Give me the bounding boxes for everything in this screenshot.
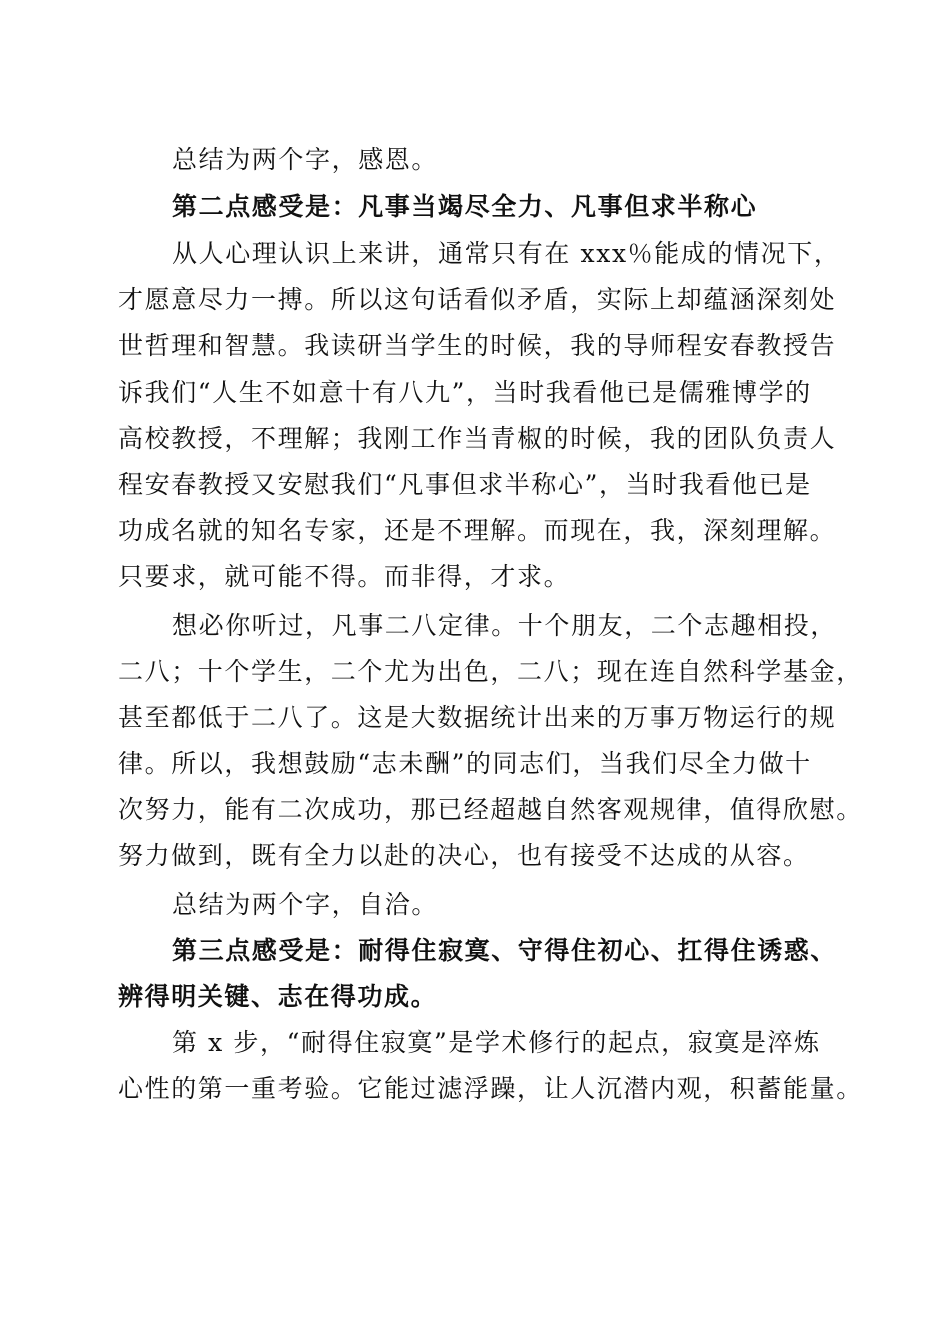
text-line: 才愿意尽力一搏。所以这句话看似矛盾，实际上却蕴涵深刻处 xyxy=(118,285,837,314)
text-line: 功成名就的知名专家，还是不理解。而现在，我，深刻理解。 xyxy=(118,516,837,545)
text-line: 律。所以，我想鼓励“志未酬”的同志们，当我们尽全力做十 xyxy=(118,749,812,778)
text-line: 总结为两个字，感恩。 xyxy=(172,145,439,174)
text-line: 世哲理和智慧。我读研当学生的时候，我的导师程安春教授告 xyxy=(118,331,837,360)
text-line: 努力做到，既有全力以赴的决心，也有接受不达成的从容。 xyxy=(118,841,810,870)
text-line: 从人心理认识上来讲，通常只有在 xxx％能成的情况下， xyxy=(172,239,841,268)
section-heading: 第二点感受是：凡事当竭尽全力、凡事但求半称心 xyxy=(172,192,758,221)
text-line: 只要求，就可能不得。而非得，才求。 xyxy=(118,562,571,591)
section-heading: 第三点感受是：耐得住寂寞、守得住初心、扛得住诱惑、 xyxy=(172,936,838,965)
text-line: 二八；十个学生，二个尤为出色，二八；现在连自然科学基金， xyxy=(118,657,863,686)
text-line: 诉我们“人生不如意十有八九”，当时我看他已是儒雅博学的 xyxy=(118,378,812,407)
section-heading: 辨得明关键、志在得功成。 xyxy=(118,982,438,1011)
text-line: 总结为两个字，自洽。 xyxy=(172,890,439,919)
text-line: 次努力，能有二次成功，那已经超越自然客观规律，值得欣慰。 xyxy=(118,795,863,824)
text-line: 甚至都低于二八了。这是大数据统计出来的万事万物运行的规 xyxy=(118,703,837,732)
text-line: 第 x 步，“耐得住寂寞”是学术修行的起点，寂寞是淬炼 xyxy=(172,1028,821,1057)
text-line: 程安春教授又安慰我们“凡事但求半称心”，当时我看他已是 xyxy=(118,470,812,499)
text-line: 想必你听过，凡事二八定律。十个朋友，二个志趣相投， xyxy=(172,611,838,640)
text-line: 高校教授，不理解；我刚工作当青椒的时候，我的团队负责人 xyxy=(118,424,837,453)
text-line: 心性的第一重考验。它能过滤浮躁，让人沉潜内观，积蓄能量。 xyxy=(118,1074,863,1103)
